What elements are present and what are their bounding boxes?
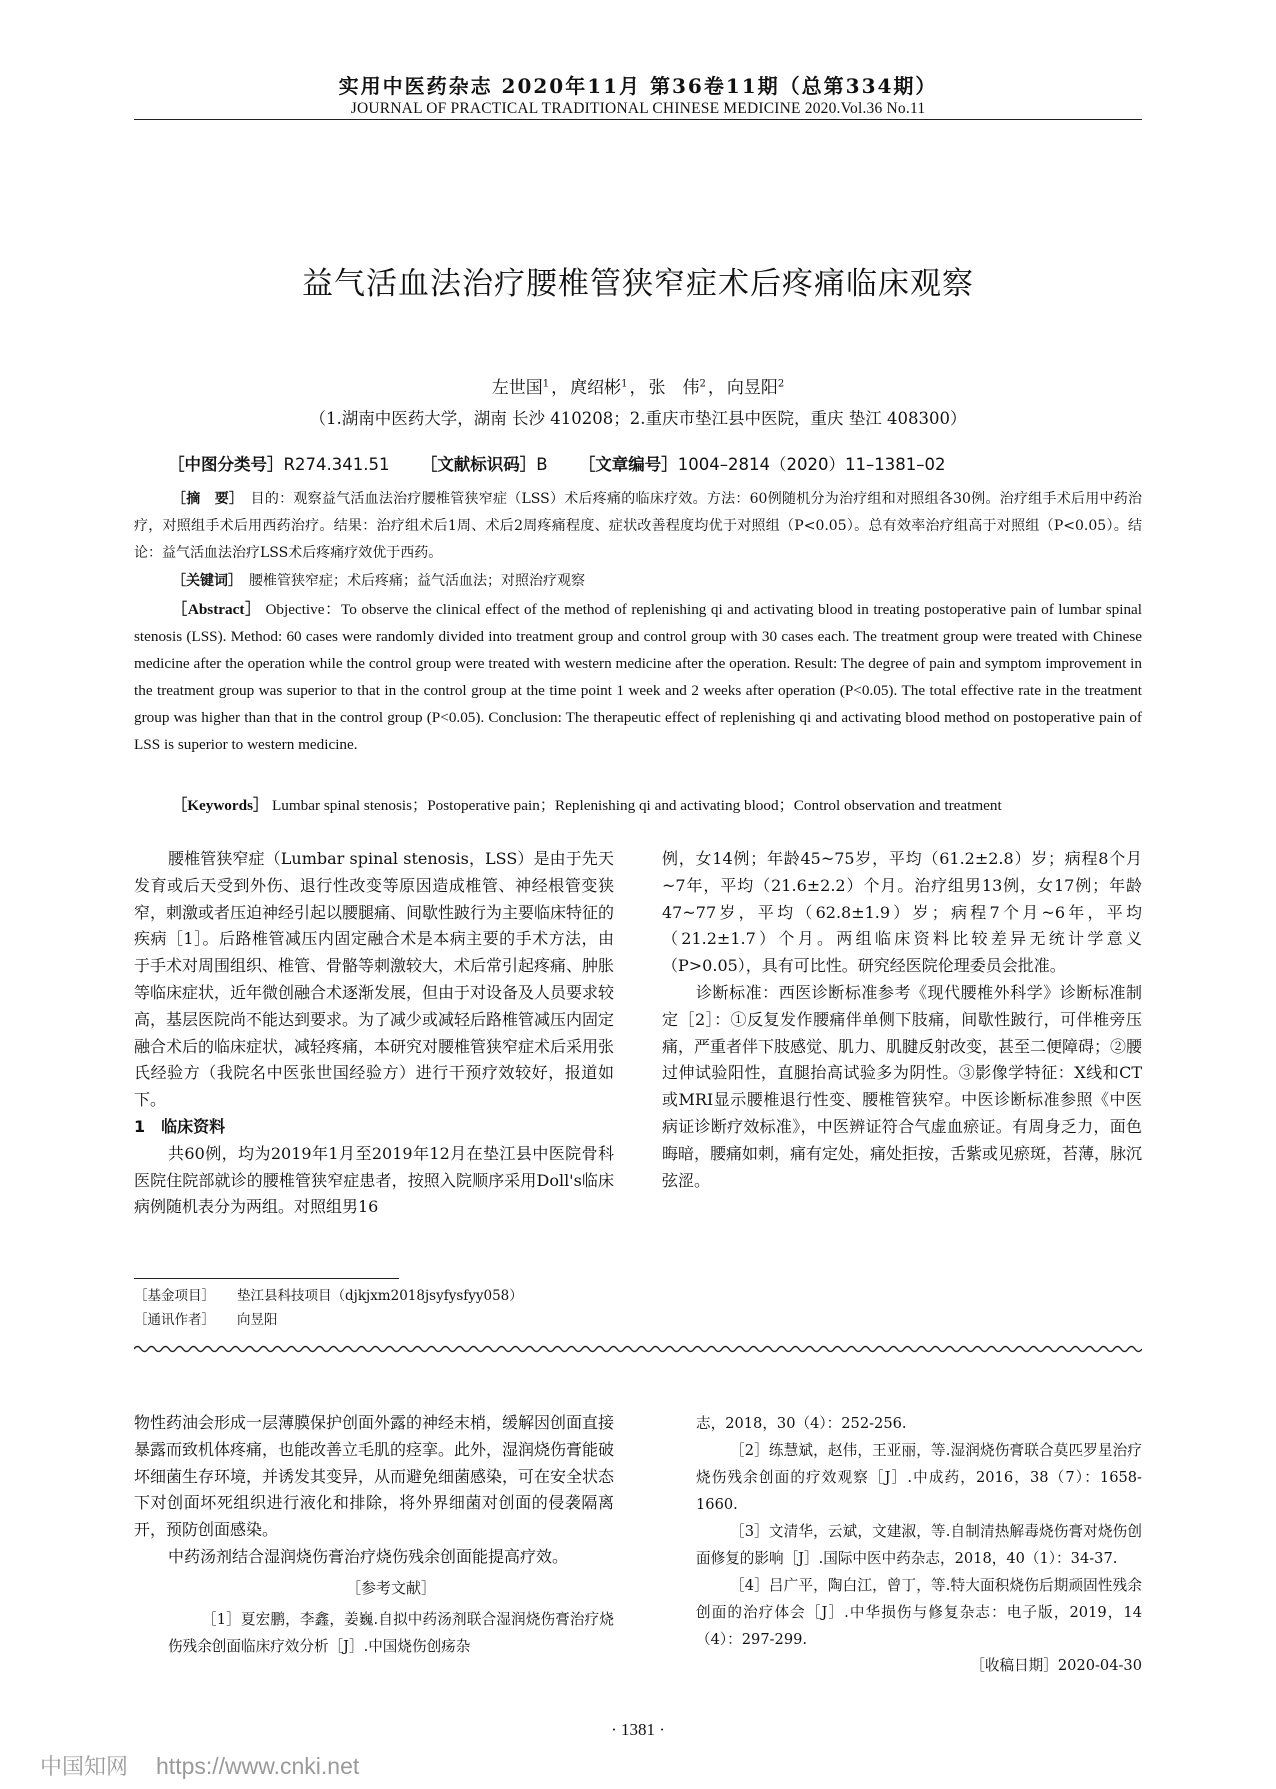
section-heading: 1 临床资料: [134, 1116, 226, 1136]
keywords-cn: [134, 568, 1142, 595]
classification-line: [168, 451, 1128, 475]
affiliation: （1.湖南中医药大学，湖南 长沙 410208；2.重庆市垫江县中医院，重庆 垫江 408300）: [309, 409, 967, 428]
body-left-column: [134, 846, 614, 1221]
abstract-cn: [134, 486, 1142, 567]
body-paragraph: 中药汤剂结合湿润烧伤膏治疗烧伤残余创面能提高疗效。: [168, 1546, 569, 1566]
keywords-en-label: ［Keywords］: [172, 797, 269, 814]
watermark-url: https://www.cnki.net: [156, 1753, 360, 1779]
keywords-cn-text: 腰椎管狭窄症；术后疼痛；益气活血法；对照治疗观察: [249, 573, 585, 589]
reference-item: 志，2018，30（4）：252-256.: [696, 1415, 907, 1432]
reference-item: ［1］夏宏鹏，李鑫，姜巍.自拟中药汤剂联合湿润烧伤膏治疗烧伤残余创面临床疗效分析［J］.中国烧伤创疡杂: [168, 1610, 614, 1655]
abstract-en: [134, 596, 1142, 758]
author-name: 张 伟$^2$: [648, 378, 706, 398]
body-paragraph: 腰椎管狭窄症（Lumbar spinal stenosis，LSS）是由于先天发育或后天受到外伤、退行性改变等原因造成椎管、神经根管变狭窄，刺激或者压迫神经引起以腰腿痛、间歇性跛行为主要临床特征的疾病［1］。后路椎管减压内固定融合术是本病主要的手术方法，由于手术对周围组织、椎管、骨骼等刺激较大，术后常引起疼痛、肿胀等临床症状，近年微创融合术逐渐发展，但由于对设备及人员要求较高，基层医院尚不能达到要求。为了减少或减轻后路椎管减压内固定融合术后的临床症状，减轻疼痛，本研究对腰椎管狭窄症术后采用张氏经验方（我院名中医张世国经验方）进行干预疗效较好，报道如下。: [134, 849, 615, 1110]
received-date: ［收稿日期］2020-04-30: [970, 1657, 1142, 1674]
author-name: 向昱阳$^2$: [726, 378, 785, 398]
section-divider-wave: [134, 1342, 1142, 1356]
keywords-en: [134, 792, 1142, 819]
journal-header-en: JOURNAL OF PRACTICAL TRADITIONAL CHINESE MEDICINE 2020.Vol.36 No.11: [350, 100, 926, 117]
reference-item: ［3］文清华，云斌，文建淑，等.自制清热解毒烧伤膏对烧伤创面修复的影响［J］.国际中医中药杂志，2018，40（1）：34-37.: [696, 1523, 1142, 1567]
cnki-watermark: [40, 1750, 359, 1781]
footnote-corresponding-author: ［通讯作者］ 向昱阳: [134, 1312, 278, 1328]
body-paragraph: 例，女14例；年龄45~75岁，平均（61.2±2.8）岁；病程8个月~7年，平均（21.6±2.2）个月。治疗组男13例，女17例；年龄47~77岁，平均（62.8±1.9）岁；病程7个月~6年，平均（21.2±1.7）个月。两组临床资料比较差异无统计学意义（P>0.05），具有可比性。研究经医院伦理委员会批准。: [662, 849, 1142, 976]
body-paragraph: 共60例，均为2019年1月至2019年12月在垫江县中医院骨科医院住院部就诊的腰椎管狭窄症患者，按照入院顺序采用Doll's临床病例随机表分为两组。对照组男16: [134, 1143, 614, 1217]
body-paragraph: 物性药油会形成一层薄膜保护创面外露的神经末梢，缓解因创面直接暴露而致机体疼痛，也能改善立毛肌的痉挛。此外，湿润烧伤膏能破坏细菌生存环境，并诱发其变异，从而避免细菌感染，可在安全状态下对创面坏死组织进行液化和排除，将外界细菌对创面的侵袭隔离开，预防创面感染。: [134, 1413, 615, 1540]
journal-header-cn: 实用中医药杂志 2020年11月 第36卷11期（总第334期）: [338, 74, 938, 98]
footnote-rule: [134, 1278, 399, 1279]
reference-item: ［4］吕广平，陶白江，曾丁，等.特大面积烧伤后期顽固性残余创面的治疗体会［J］.中华损伤与修复杂志：电子版，2019，14（4）：297-299.: [696, 1577, 1142, 1648]
author-name: 庹绍彬$^1$: [570, 378, 628, 398]
keywords-cn-label: ［关键词］: [172, 573, 235, 589]
watermark-brand: 中国知网: [40, 1755, 129, 1780]
keywords-en-text: Lumbar spinal stenosis；Postoperative pain；Replenishing qi and activating blood；Control observation and treatment: [271, 797, 1002, 814]
header-rule: [134, 119, 1142, 120]
references-heading: ［参考文献］: [345, 1578, 436, 1597]
abstract-cn-label: ［摘 要］: [172, 491, 237, 507]
abstract-en-text: Objective：To observe the clinical effect of the method of replenishing qi and activating blood in treating postoperative pain of lumbar spinal stenosis (LSS). Method: 60 cases were randomly divided into treatment group and control group with 30 cases each. The treatment group were treated with Chinese medicine after the operation while the control group were treated with western medicine after the operation. Result: The degree of pain and symptom improvement in the treatment group was superior to that in the control group at the time point 1 week and 2 weeks after operation (P<0.05). The total effective rate in the treatment group was higher than that in the control group (P<0.05). Conclusion: The therapeutic effect of replenishing qi and activating blood method on postoperative pain of LSS is superior to western medicine.: [134, 601, 1143, 753]
reference-item: ［2］练慧斌，赵伟，王亚丽，等.湿润烧伤膏联合莫匹罗星治疗烧伤残余创面的疗效观察［J］.中成药，2016，38（7）：1658-1660.: [696, 1442, 1142, 1513]
lower-right-column: [662, 1410, 1142, 1680]
body-right-column: [662, 846, 1142, 1194]
author-list: 左世国$^1$ ， 庹绍彬$^1$ ， 张 伟$^2$ ， 向昱阳$^2$: [491, 378, 785, 398]
page-number: · 1381 ·: [611, 1720, 665, 1739]
article-number: ［文章编号］1004–2814（2020）11–1381–02: [578, 455, 946, 474]
article-title: 益气活血法治疗腰椎管狭窄症术后疼痛临床观察: [302, 266, 974, 302]
body-paragraph: 诊断标准：西医诊断标准参考《现代腰椎外科学》诊断标准制定［2］：①反复发作腰痛伴单侧下肢痛，间歇性跛行，可伴椎旁压痛，严重者伴下肢感觉、肌力、肌腱反射改变，甚至二便障碍；②腰过伸试验阳性，直腿抬高试验多为阴性。③影像学特征：X线和CT或MRI显示腰椎退行性变、腰椎管狭窄。中医诊断标准参照《中医病证诊断疗效标准》，中医辨证符合气虚血瘀证。有周身乏力，面色晦暗，腰痛如刺，痛有定处，痛处拒按，舌紫或见瘀斑，苔薄，脉沉弦涩。: [662, 982, 1143, 1190]
footnote-funding: ［基金项目］ 垫江县科技项目（djkjxm2018jsyfysfyy058）: [134, 1288, 523, 1304]
clc-number: ［中图分类号］R274.341.51: [168, 455, 390, 474]
lower-left-column: [134, 1410, 614, 1660]
author-name: 左世国$^1$: [491, 378, 550, 398]
abstract-en-label: ［Abstract］: [172, 601, 261, 618]
abstract-cn-text: 目的：观察益气活血法治疗腰椎管狭窄症（LSS）术后疼痛的临床疗效。方法：60例随机分为治疗组和对照组各30例。治疗组手术后用中药治疗，对照组手术后用西药治疗。结果：治疗组术后1周、术后2周疼痛程度、症状改善程度均优于对照组（P<0.05）。总有效率治疗组高于对照组（P<0.05）。结论：益气活血法治疗LSS术后疼痛疗效优于西药。: [134, 491, 1143, 561]
document-code: ［文献标识码］B: [420, 455, 548, 474]
